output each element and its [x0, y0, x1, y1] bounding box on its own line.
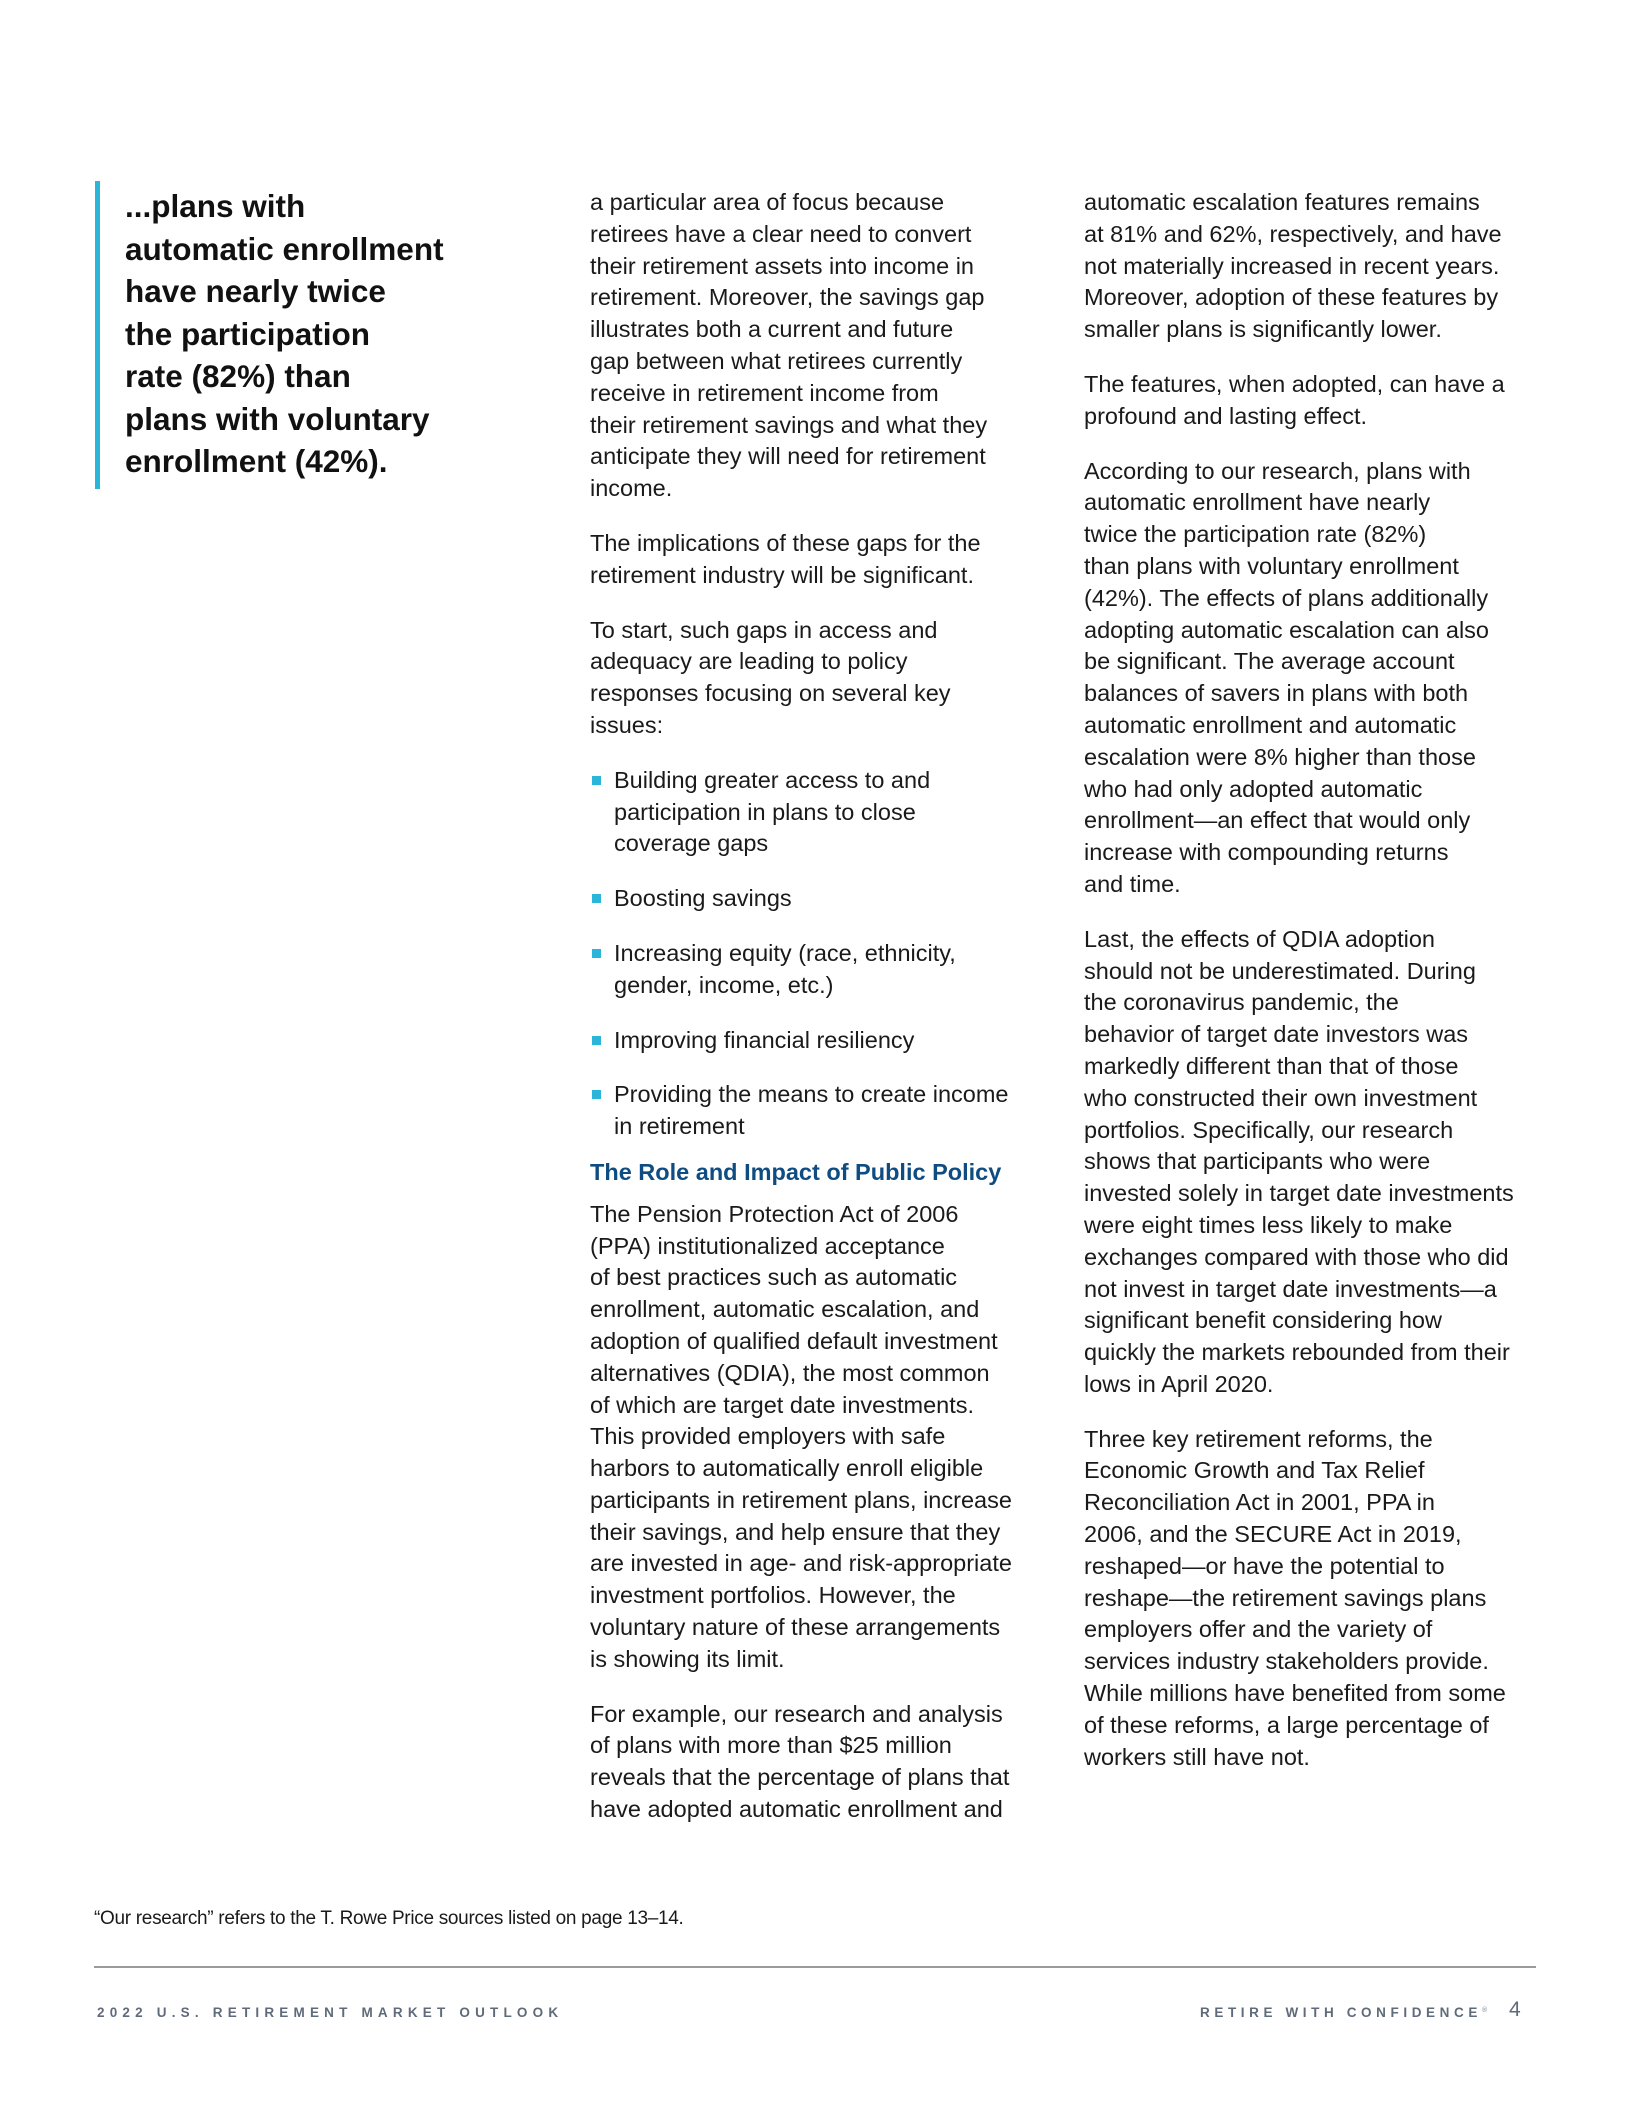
- text-line: balances of savers in plans with both: [1084, 680, 1469, 707]
- text-line: reshape—the retirement savings plans: [1084, 1584, 1487, 1611]
- text-line: To start, such gaps in access and: [590, 616, 938, 643]
- text-line: enrollment—an effect that would only: [1084, 807, 1471, 834]
- pull-quote-line: enrollment (42%).: [125, 443, 388, 479]
- list-item: [590, 1025, 1050, 1057]
- text-line: retirement industry will be significant.: [590, 561, 974, 588]
- text-line: Moreover, adoption of these features by: [1084, 284, 1499, 311]
- text-line: quickly the markets rebounded from their: [1084, 1339, 1510, 1366]
- pull-quote: [95, 181, 505, 489]
- text-line: have adopted automatic enrollment and: [590, 1796, 1003, 1823]
- text-line: investment portfolios. However, the: [590, 1582, 956, 1609]
- text-line: of these reforms, a large percentage of: [1084, 1711, 1489, 1738]
- text-line: (PPA) institutionalized acceptance: [590, 1232, 945, 1259]
- text-line: their savings, and help ensure that they: [590, 1518, 1001, 1545]
- text-line: The Pension Protection Act of 2006: [590, 1200, 959, 1227]
- square-bullet-icon: [592, 894, 601, 903]
- text-line: profound and lasting effect.: [1084, 402, 1368, 429]
- pull-quote-line: automatic enrollment: [125, 230, 444, 267]
- list-item: [590, 1079, 1050, 1143]
- text-line: at 81% and 62%, respectively, and have: [1084, 220, 1502, 247]
- text-line: retirement. Moreover, the savings gap: [590, 284, 985, 311]
- text-line: workers still have not.: [1084, 1743, 1310, 1770]
- list-item: [590, 883, 1050, 915]
- text-line: voluntary nature of these arrangements: [590, 1614, 1001, 1641]
- text-line: Three key retirement reforms, the: [1084, 1425, 1433, 1452]
- pull-quote-line: have nearly twice: [125, 273, 386, 309]
- text-line: harbors to automatically enroll eligible: [590, 1455, 984, 1482]
- text-line: enrollment, automatic escalation, and: [590, 1296, 980, 1323]
- text-line: of plans with more than $25 million: [590, 1732, 952, 1759]
- section-heading: The Role and Impact of Public Policy: [590, 1158, 1002, 1185]
- text-line: should not be underestimated. During: [1084, 957, 1476, 984]
- pull-quote-line: ...plans with: [125, 188, 306, 224]
- text-line: issues:: [590, 711, 664, 738]
- text-line: adoption of qualified default investment: [590, 1327, 998, 1354]
- text-line: were eight times less likely to make: [1084, 1211, 1453, 1238]
- text-line: responses focusing on several key: [590, 680, 951, 707]
- text-line: who constructed their own investment: [1084, 1084, 1478, 1111]
- text-line: twice the participation rate (82%): [1084, 521, 1427, 548]
- text-line: Building greater access to and: [614, 766, 931, 793]
- text-line: receive in retirement income from: [590, 379, 939, 406]
- middle-column: [590, 187, 1050, 1849]
- text-line: a particular area of focus because: [590, 189, 945, 215]
- text-line: their retirement savings and what they: [590, 411, 988, 438]
- text-line: The implications of these gaps for the: [590, 529, 981, 556]
- text-line: behavior of target date investors was: [1084, 1021, 1469, 1048]
- text-line: increase with compounding returns: [1084, 839, 1449, 866]
- text-line: the coronavirus pandemic, the: [1084, 989, 1399, 1016]
- text-line: be significant. The average account: [1084, 648, 1455, 675]
- text-line: and time.: [1084, 870, 1181, 897]
- footer-publication-title: 2022 U.S. RETIREMENT MARKET OUTLOOK: [97, 2005, 564, 2020]
- text-line: are invested in age- and risk-appropriate: [590, 1550, 1012, 1577]
- text-line: For example, our research and analysis: [590, 1700, 1003, 1727]
- body-paragraph: [590, 1199, 1050, 1676]
- pull-quote-line: plans with voluntary: [125, 400, 430, 437]
- page-number: 4: [1509, 1998, 1521, 2021]
- text-line: alternatives (QDIA), the most common: [590, 1359, 990, 1386]
- text-line: employers offer and the variety of: [1084, 1616, 1433, 1643]
- text-line: shows that participants who were: [1084, 1148, 1431, 1175]
- body-paragraph: [1084, 369, 1544, 433]
- body-paragraph: [1084, 1424, 1544, 1774]
- text-line: invested solely in target date investments: [1084, 1180, 1514, 1207]
- text-line: adopting automatic escalation can also: [1084, 616, 1489, 643]
- square-bullet-icon: [592, 1090, 601, 1099]
- text-line: According to our research, plans with: [1084, 457, 1471, 484]
- text-line: retirees have a clear need to convert: [590, 220, 972, 247]
- text-line: This provided employers with safe: [590, 1423, 946, 1450]
- policy-issues-list: [590, 765, 1050, 1143]
- square-bullet-icon: [592, 949, 601, 958]
- square-bullet-icon: [592, 1036, 601, 1045]
- tagline-text: RETIRE WITH CONFIDENCE: [1200, 2005, 1482, 2020]
- list-item: [590, 765, 1050, 860]
- body-paragraph: [590, 615, 1050, 742]
- body-paragraph: [590, 528, 1050, 592]
- text-line: portfolios. Specifically, our research: [1084, 1116, 1454, 1143]
- text-line: participation in plans to close: [614, 798, 916, 825]
- text-line: gender, income, etc.): [614, 971, 834, 998]
- text-line: who had only adopted automatic: [1084, 775, 1423, 802]
- text-line: participants in retirement plans, increase: [590, 1486, 1012, 1513]
- text-line: not invest in target date investments—a: [1084, 1275, 1497, 1302]
- body-paragraph: [1084, 924, 1544, 1401]
- text-line: gap between what retirees currently: [590, 347, 963, 374]
- text-line: significant benefit considering how: [1084, 1307, 1442, 1334]
- text-line: Economic Growth and Tax Relief: [1084, 1457, 1425, 1484]
- text-line: than plans with voluntary enrollment: [1084, 552, 1459, 579]
- text-line: of best practices such as automatic: [590, 1264, 958, 1291]
- body-paragraph: [590, 1699, 1050, 1826]
- text-line: of which are target date investments.: [590, 1391, 975, 1418]
- text-line: exchanges compared with those who did: [1084, 1243, 1509, 1270]
- text-line: automatic enrollment have nearly: [1084, 489, 1431, 516]
- text-line: While millions have benefited from some: [1084, 1680, 1506, 1707]
- text-line: reveals that the percentage of plans that: [590, 1764, 1010, 1791]
- text-line: their retirement assets into income in: [590, 252, 974, 279]
- text-line: smaller plans is significantly lower.: [1084, 316, 1442, 343]
- registered-mark-icon: ®: [1481, 2007, 1488, 2014]
- text-line: Boosting savings: [614, 885, 792, 912]
- footer-divider: [94, 1966, 1536, 1968]
- text-line: automatic enrollment and automatic: [1084, 711, 1457, 738]
- text-line: lows in April 2020.: [1084, 1370, 1274, 1397]
- body-paragraph: [1084, 456, 1544, 901]
- text-line: services industry stakeholders provide.: [1084, 1648, 1489, 1675]
- body-paragraph: [1084, 187, 1544, 346]
- text-line: anticipate they will need for retirement: [590, 443, 986, 470]
- text-line: Last, the effects of QDIA adoption: [1084, 925, 1435, 952]
- square-bullet-icon: [592, 776, 601, 785]
- text-line: adequacy are leading to policy: [590, 648, 908, 675]
- text-line: not materially increased in recent years.: [1084, 252, 1500, 279]
- text-line: automatic escalation features remains: [1084, 189, 1480, 215]
- right-column: [1084, 187, 1544, 1796]
- text-line: in retirement: [614, 1113, 745, 1140]
- text-line: Reconciliation Act in 2001, PPA in: [1084, 1489, 1435, 1516]
- text-line: is showing its limit.: [590, 1645, 785, 1672]
- text-line: illustrates both a current and future: [590, 316, 954, 343]
- text-line: Improving financial resiliency: [614, 1026, 915, 1053]
- text-line: Providing the means to create income: [614, 1081, 1009, 1108]
- footer-tagline: [1200, 2005, 1487, 2020]
- body-paragraph: [590, 187, 1050, 505]
- text-line: reshaped—or have the potential to: [1084, 1552, 1445, 1579]
- text-line: Increasing equity (race, ethnicity,: [614, 939, 956, 966]
- text-line: (42%). The effects of plans additionally: [1084, 584, 1489, 611]
- text-line: The features, when adopted, can have a: [1084, 370, 1505, 397]
- footnote: “Our research” refers to the T. Rowe Price sources listed on page 13–14.: [94, 1908, 684, 1929]
- text-line: escalation were 8% higher than those: [1084, 743, 1476, 770]
- pull-quote-line: the participation: [125, 315, 371, 352]
- text-line: markedly different than that of those: [1084, 1052, 1459, 1079]
- list-item: [590, 938, 1050, 1002]
- text-line: 2006, and the SECURE Act in 2019,: [1084, 1521, 1462, 1548]
- text-line: coverage gaps: [614, 830, 769, 857]
- text-line: income.: [590, 475, 673, 502]
- pull-quote-line: rate (82%) than: [125, 358, 351, 394]
